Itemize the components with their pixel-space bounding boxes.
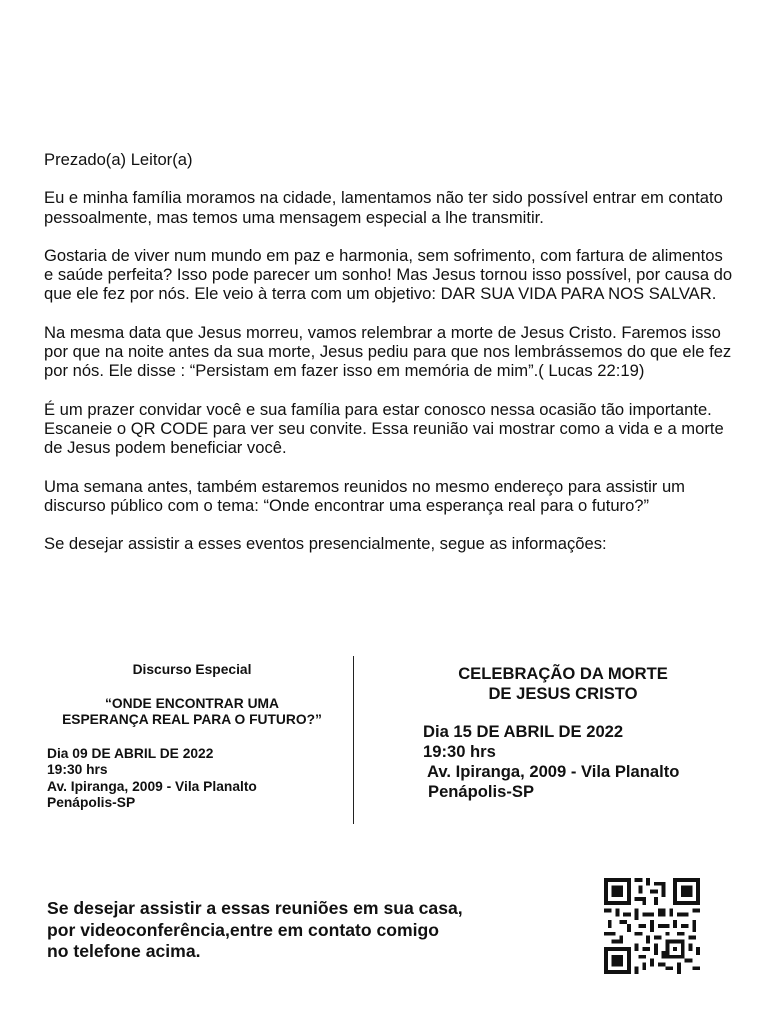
paragraph-invitation: É um prazer convidar você e sua família para estar conosco nessa ocasião tão importante. Escaneie o QR CODE para ver seu convite. Essa reunião vai mostrar como a vida e a morte de Jesus podem beneficiar você. bbox=[44, 399, 724, 458]
greeting: Prezado(a) Leitor(a) bbox=[44, 150, 193, 169]
celebracao-title-line1: CELEBRAÇÃO DA MORTE bbox=[458, 664, 668, 683]
paragraph-peace: Gostaria de viver num mundo em paz e harmonia, sem sofrimento, com fartura de alimentos e saúde perfeita? Isso pode parecer um sonho! Mas Jesus tornou isso possível, por causa do que ele fez por nós. Ele veio à terra com um objetivo: DAR SUA VIDA PARA NOS SALVAR. bbox=[44, 245, 733, 304]
celebracao-title bbox=[423, 664, 703, 704]
footer-line1: Se desejar assistir a essas reuniões em sua casa, bbox=[47, 898, 463, 918]
paragraph-intro: Eu e minha família moramos na cidade, lamentamos não ter sido possível entrar em contato pessoalmente, mas temos uma mensagem especial a lhe transmitir. bbox=[44, 188, 723, 227]
discurso-theme-line1: “ONDE ENCONTRAR UMA bbox=[105, 695, 279, 711]
paragraph-memorial: Na mesma data que Jesus morreu, vamos relembrar a morte de Jesus Cristo. Faremos isso por que na noite antes da sua morte, Jesus pediu para que nos lembrássemos do que ele fez por nós. Ele disse : “Persistam em fazer isso em memória de mim”.( Lucas 22:19) bbox=[44, 322, 732, 381]
discurso-theme-line2: ESPERANÇA REAL PARA O FUTURO?” bbox=[62, 712, 322, 727]
celebracao-box bbox=[423, 664, 733, 802]
celebracao-title-line2: DE JESUS CRISTO bbox=[488, 684, 638, 703]
qr-code-icon[interactable] bbox=[602, 878, 702, 974]
discurso-date: Dia 09 DE ABRIL DE 2022 bbox=[47, 745, 214, 761]
discurso-especial-box bbox=[47, 662, 337, 812]
footer-contact-note bbox=[47, 898, 567, 963]
paragraph-discourse: Uma semana antes, também estaremos reunidos no mesmo endereço para assistir um discurso público com o tema: “Onde encontrar uma esperança real para o futuro?” bbox=[44, 476, 685, 515]
celebracao-date: Dia 15 DE ABRIL DE 2022 bbox=[423, 722, 624, 741]
vertical-divider bbox=[353, 656, 354, 824]
discurso-time: 19:30 hrs bbox=[47, 762, 108, 777]
celebracao-address: Av. Ipiranga, 2009 - Vila Planalto bbox=[427, 762, 680, 781]
celebracao-city: Penápolis-SP bbox=[428, 782, 535, 801]
discurso-city: Penápolis-SP bbox=[47, 795, 136, 810]
discurso-address: Av. Ipiranga, 2009 - Vila Planalto bbox=[47, 778, 257, 794]
letter-body bbox=[44, 150, 734, 572]
discurso-theme bbox=[47, 696, 337, 729]
footer-line2: por videoconferência,entre em contato comigo bbox=[47, 919, 440, 940]
paragraph-info: Se desejar assistir a esses eventos presencialmente, segue as informações: bbox=[44, 534, 607, 554]
footer-line3: no telefone acima. bbox=[47, 941, 201, 961]
discurso-heading: Discurso Especial bbox=[132, 662, 252, 677]
celebracao-time: 19:30 hrs bbox=[423, 742, 496, 761]
